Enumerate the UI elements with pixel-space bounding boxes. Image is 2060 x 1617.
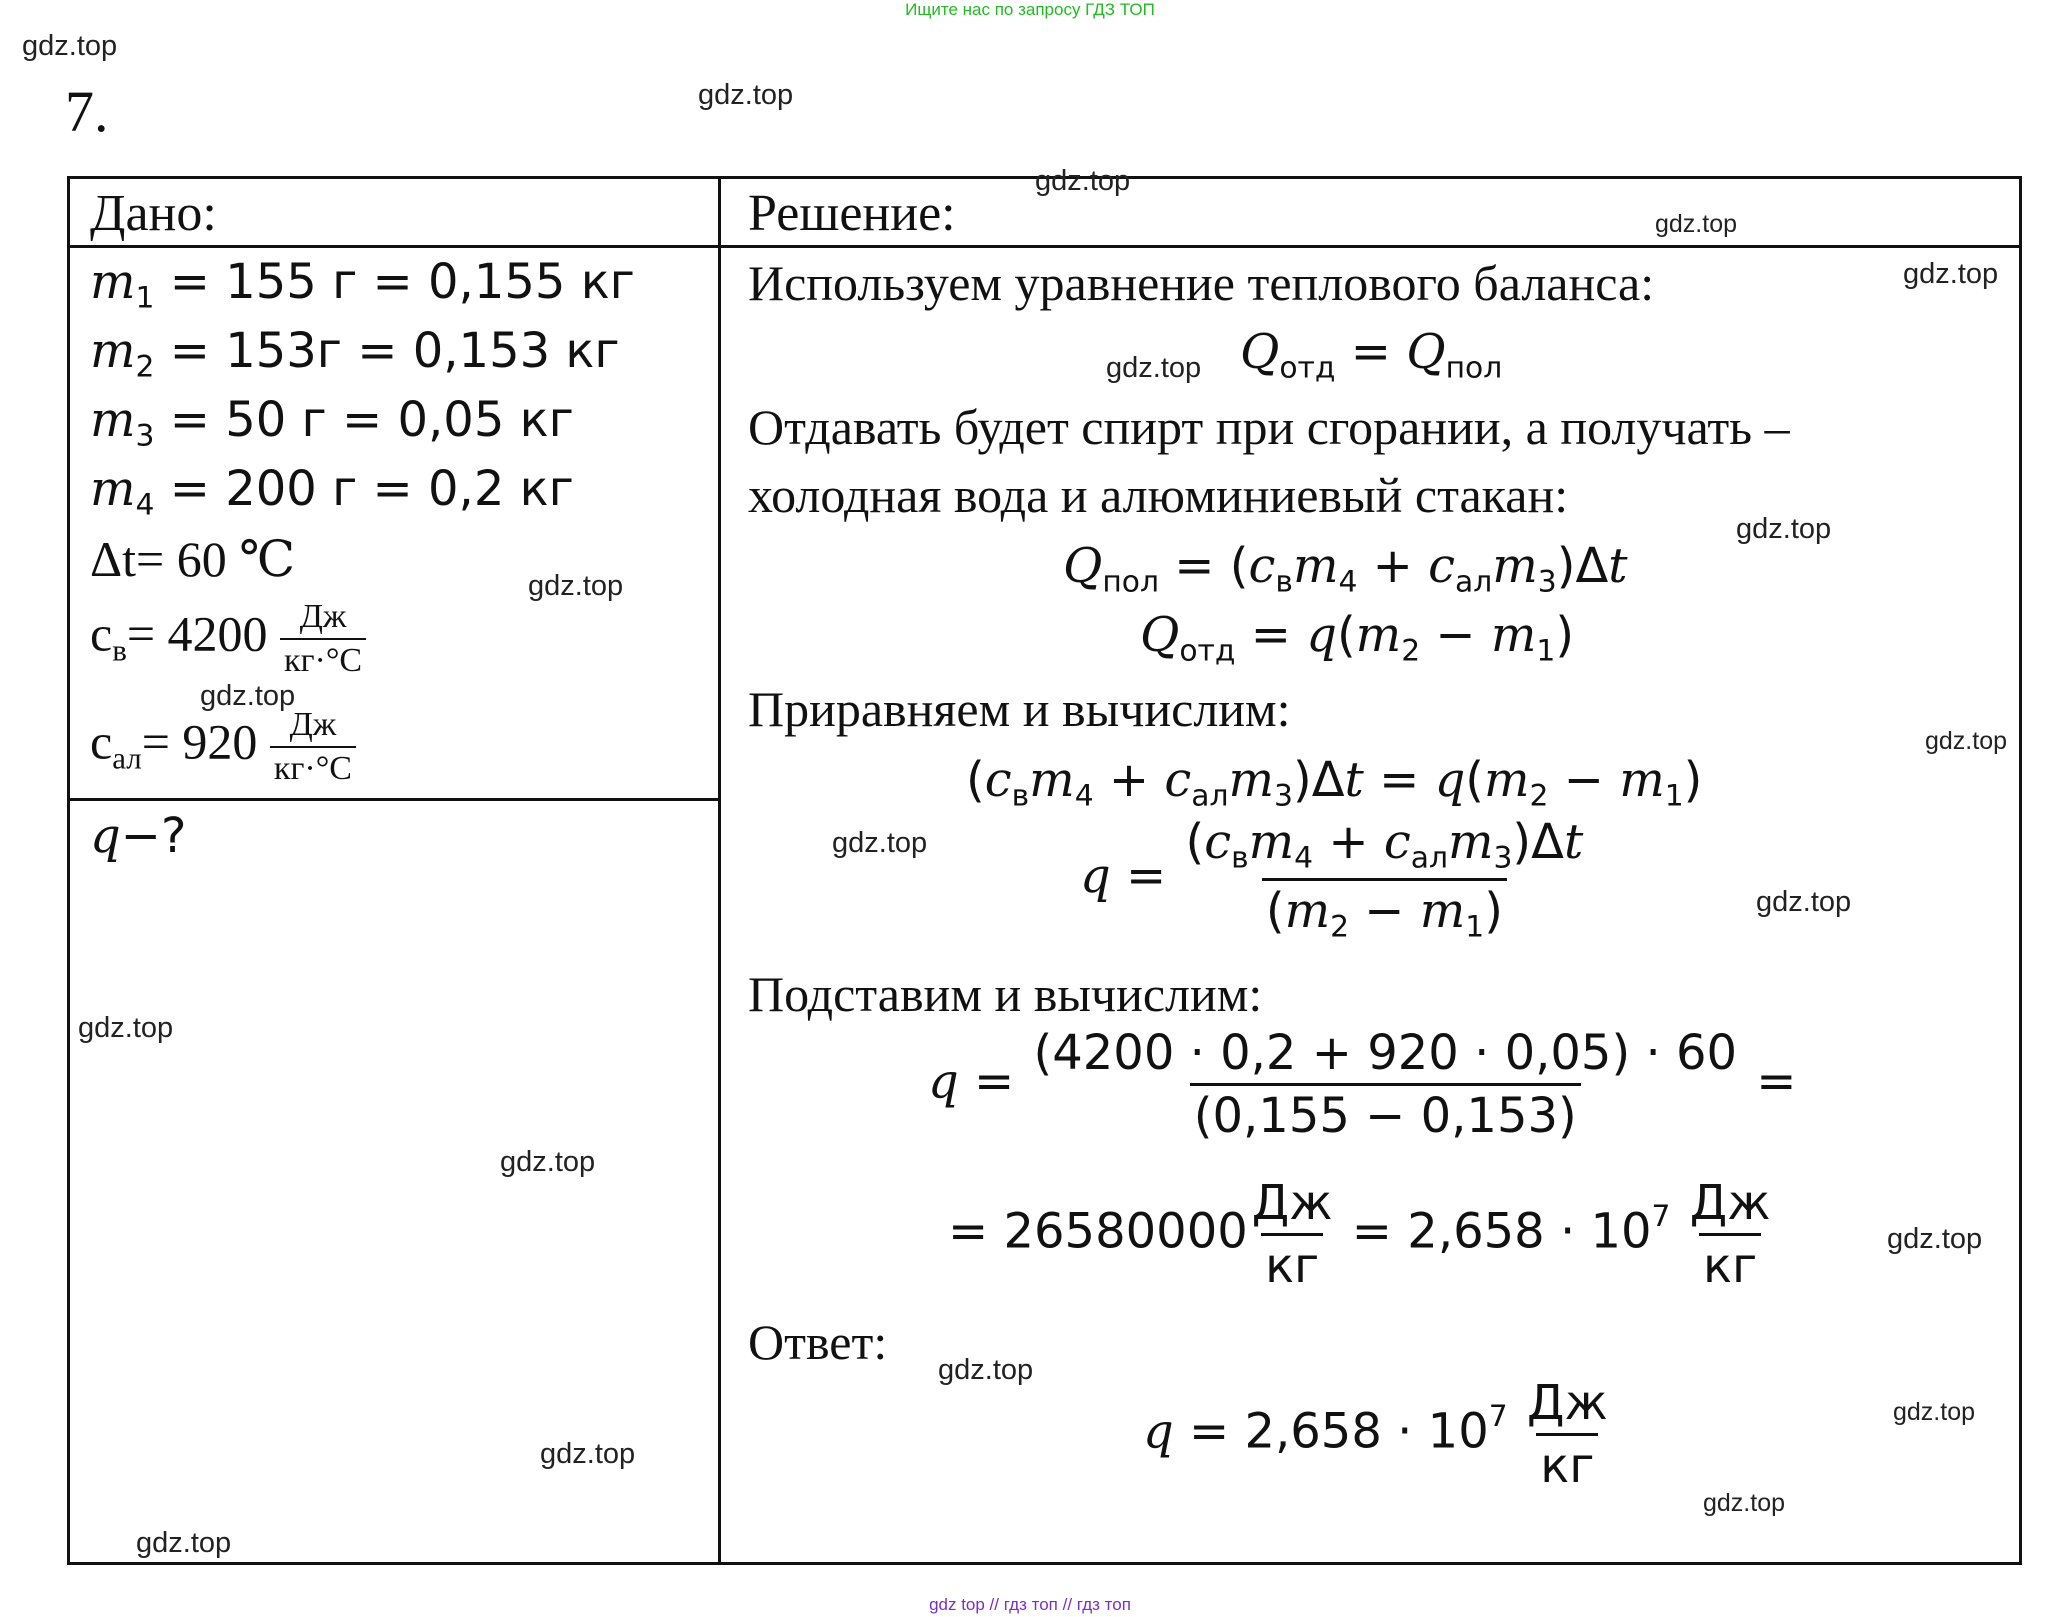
- watermark: gdz.top: [528, 570, 624, 602]
- watermark: gdz.top: [1925, 727, 2008, 755]
- given-m2: $m_2 = 153г = 0,153$ кг: [90, 323, 620, 385]
- watermark: gdz.top: [832, 827, 928, 859]
- given-m4: $m_4 = 200$ г = 0,2 кг: [90, 461, 574, 523]
- given-header: Дано:: [90, 185, 217, 242]
- problem-number: 7.: [65, 79, 109, 144]
- solution-header: Решение:: [748, 185, 956, 242]
- find-q: q−?: [90, 808, 187, 864]
- watermark: gdz.top: [1736, 513, 1832, 545]
- bottom-links: [0, 1595, 2060, 1615]
- q-numeric-formula: q = $\frac{(4200 \cdot 0,2 + 920 \cdot 0,05) \cdot 60}{(0,155 - 0,153)}$ =: [928, 1025, 1797, 1144]
- watermark: gdz.top: [698, 79, 794, 111]
- watermark: gdz.top: [1655, 210, 1738, 238]
- solution-text-2: холодная вода и алюминиевый стакан:: [748, 467, 1569, 523]
- q-result-line: = 26580000 $\frac{Дж}{кг}$ = $2,658 \cdot 10^7$ $\frac{Дж}{кг}$: [948, 1175, 1771, 1294]
- q-symbolic-formula: q = $\frac{(c_вm_4 + c_{ал}m_3)\Delta t}{(m_2 - m_1)}$: [1080, 814, 1584, 945]
- watermark: gdz.top: [1903, 258, 1999, 290]
- bottom-link[interactable]: gdz top: [929, 1595, 985, 1614]
- given-dt: Δt= 60 ℃: [90, 531, 296, 587]
- watermark: gdz.top: [1887, 1223, 1983, 1255]
- watermark: gdz.top: [136, 1527, 232, 1559]
- watermark: gdz.top: [1703, 1489, 1786, 1517]
- solution-intro: Используем уравнение теплового баланса:: [748, 255, 1655, 311]
- q-received-formula: $Q_{пол} = (c_вm_4 + c_{ал}m_3)\Delta t$: [1063, 538, 1628, 600]
- answer-label: Ответ:: [748, 1314, 888, 1370]
- equated-formula: $(c_вm_4 + c_{ал}m_3)\Delta t = q(m_2 - m_1)$: [966, 752, 1703, 814]
- q-given-formula: $Q_{отд} = q(m_2 - m_1)$: [1140, 607, 1575, 669]
- bottom-link[interactable]: гдз топ: [1003, 1595, 1058, 1614]
- given-cal: $c_{ал}= 920$ $\frac{Дж}{кг\cdot^\circ С}$: [90, 706, 356, 788]
- given-find-divider: [67, 798, 719, 801]
- watermark: gdz.top: [200, 680, 296, 712]
- solution-text-3: Приравняем и вычислим:: [748, 681, 1291, 737]
- solution-text-4: Подставим и вычислим:: [748, 966, 1263, 1022]
- given-cv: $c_в= 4200$ $\frac{Дж}{кг\cdot^\circ С}$: [90, 598, 366, 680]
- watermark: gdz.top: [1756, 886, 1852, 918]
- link-separator: //: [1057, 1595, 1077, 1614]
- watermark: gdz.top: [1035, 165, 1131, 197]
- watermark: gdz.top: [1106, 352, 1202, 384]
- given-m1: $m_1 = 155$ г = 0,155 кг: [90, 254, 635, 316]
- watermark: gdz.top: [78, 1012, 174, 1044]
- solution-text-1: Отдавать будет спирт при сгорании, а получать –: [748, 399, 1790, 455]
- column-divider: [718, 176, 721, 1565]
- balance-equation: $Q_{отд} = Q_{пол}$: [1240, 324, 1503, 386]
- bottom-link[interactable]: гдз топ: [1076, 1595, 1131, 1614]
- watermark: gdz.top: [938, 1354, 1034, 1386]
- answer-formula: $q = 2,658 \cdot 10^7$ $\frac{Дж}{кг}$: [1143, 1375, 1608, 1494]
- search-banner: Ищите нас по запросу ГДЗ ТОП: [905, 0, 1155, 19]
- watermark: gdz.top: [1893, 1398, 1976, 1426]
- link-separator: //: [984, 1595, 1004, 1614]
- watermark: gdz.top: [22, 30, 118, 62]
- watermark: gdz.top: [540, 1438, 636, 1470]
- watermark: gdz.top: [500, 1146, 596, 1178]
- given-m3: $m_3 = 50$ г = 0,05 кг: [90, 392, 574, 454]
- header-divider: [67, 245, 2022, 248]
